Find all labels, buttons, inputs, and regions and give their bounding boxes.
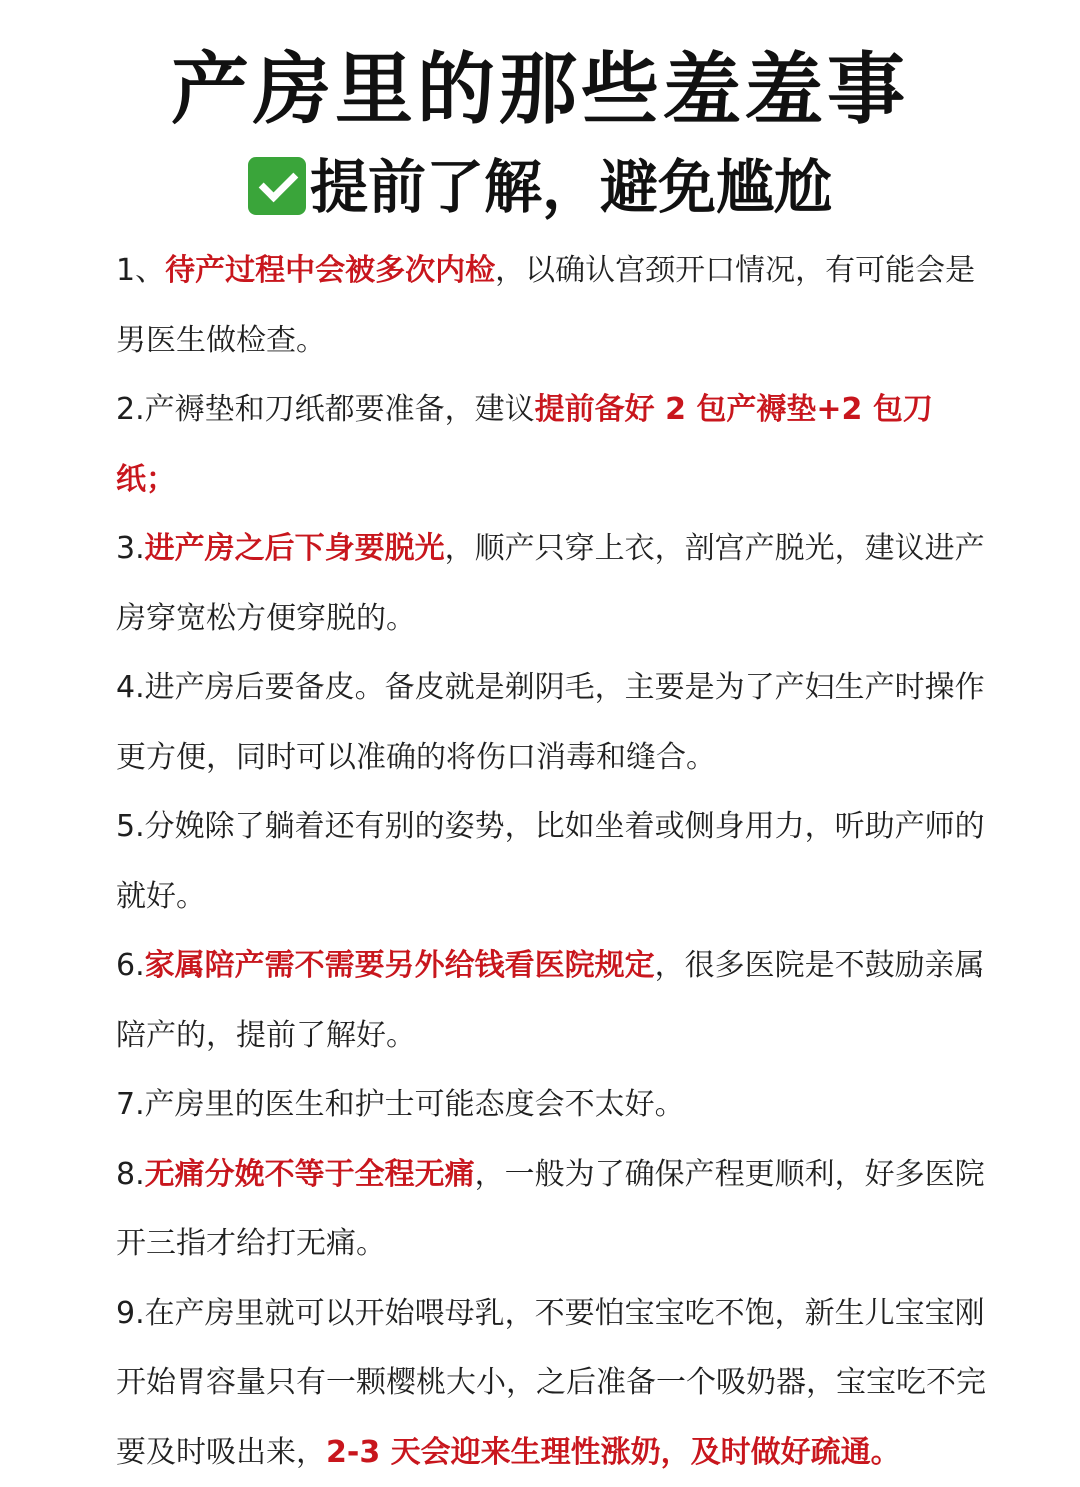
list-item	[116, 375, 986, 514]
page-title: 产房里的那些羞羞事	[0, 40, 1080, 140]
item-text: 分娩除了躺着还有别的姿势，比如坐着或侧身用力，听助产师的就好。	[116, 809, 985, 914]
item-text: 在产房里就可以开始喂母乳，不要怕宝宝吃不饱，新生儿宝宝刚开始胃容量只有一颗樱桃大小，之后准备一个吸奶器，宝宝吃不完要及时吸出来，	[116, 1296, 986, 1470]
item-text: 产褥垫和刀纸都要准备，建议	[145, 392, 535, 427]
item-text: ，很多医院是不鼓励亲属陪产的，提前了解好。	[116, 948, 985, 1053]
item-number: 5.	[116, 809, 145, 844]
item-highlight: 2-3 天会迎来生理性涨奶，及时做好疏通。	[326, 1435, 901, 1470]
subtitle-text: 提前了解，避免尴尬	[310, 153, 832, 221]
item-highlight: 进产房之后下身要脱光	[145, 531, 445, 566]
item-highlight: 无痛分娩不等于全程无痛	[145, 1157, 475, 1192]
item-text: ，一般为了确保产程更顺利，好多医院开三指才给打无痛。	[116, 1157, 985, 1262]
item-text: 进产房后要备皮。备皮就是剃阴毛，主要是为了产妇生产时操作更方便，同时可以准确的将伤口消毒和缝合。	[116, 670, 985, 775]
item-number: 7.	[116, 1087, 145, 1122]
list-item	[116, 514, 986, 653]
list-item	[116, 1070, 986, 1140]
list-item	[116, 653, 986, 792]
item-number: 8.	[116, 1157, 145, 1192]
check-mark-icon	[248, 157, 306, 215]
item-highlight: 家属陪产需不需要另外给钱看医院规定	[145, 948, 655, 983]
list-item	[116, 236, 986, 375]
item-number: 4.	[116, 670, 145, 705]
item-text: ，顺产只穿上衣，剖宫产脱光，建议进产房穿宽松方便穿脱的。	[116, 531, 985, 636]
item-number: 3.	[116, 531, 145, 566]
list-item	[116, 931, 986, 1070]
item-number: 1、	[116, 253, 165, 288]
item-number: 9.	[116, 1296, 145, 1331]
tips-list	[116, 236, 986, 1487]
page-subtitle	[0, 148, 1080, 226]
list-item	[116, 1279, 986, 1487]
item-text: 产房里的医生和护士可能态度会不太好。	[145, 1087, 685, 1122]
item-highlight: 提前备好 2 包产褥垫+2 包刀纸；	[116, 392, 933, 497]
item-number: 6.	[116, 948, 145, 983]
item-number: 2.	[116, 392, 145, 427]
list-item	[116, 1140, 986, 1279]
list-item	[116, 792, 986, 931]
item-text: ，以确认宫颈开口情况，有可能会是男医生做检查。	[116, 253, 975, 358]
item-highlight: 待产过程中会被多次内检	[165, 253, 495, 288]
